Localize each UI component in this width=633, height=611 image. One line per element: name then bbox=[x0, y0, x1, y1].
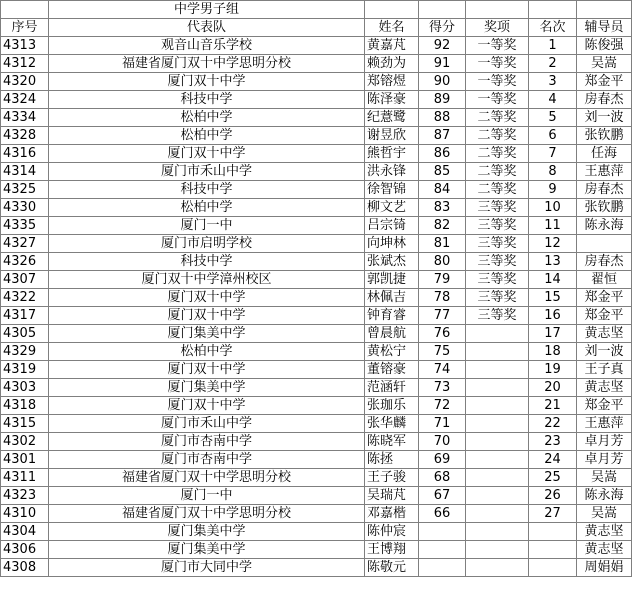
cell-no[interactable]: 4328 bbox=[1, 127, 49, 145]
table-row bbox=[1, 145, 632, 163]
cell-award[interactable]: 一等奖 bbox=[466, 73, 529, 91]
cell-rank[interactable]: 15 bbox=[529, 289, 577, 307]
table-row bbox=[1, 217, 632, 235]
table-row bbox=[1, 343, 632, 361]
cell-no[interactable]: 4325 bbox=[1, 181, 49, 199]
cell-team[interactable]: 厦门双十中学 bbox=[49, 73, 365, 91]
cell-rank[interactable]: 22 bbox=[529, 415, 577, 433]
cell-rank[interactable] bbox=[529, 541, 577, 559]
cell-score[interactable]: 87 bbox=[419, 127, 466, 145]
cell-team[interactable]: 科技中学 bbox=[49, 253, 365, 271]
cell-coach[interactable]: 黄志坚 bbox=[577, 325, 632, 343]
title-row bbox=[1, 1, 632, 19]
header-no[interactable]: 序号 bbox=[1, 19, 49, 37]
cell-coach[interactable]: 黄志坚 bbox=[577, 379, 632, 397]
cell-award[interactable] bbox=[466, 415, 529, 433]
cell-name[interactable]: 赖劲为 bbox=[365, 55, 419, 73]
cell-name[interactable]: 谢昱欣 bbox=[365, 127, 419, 145]
cell-rank[interactable]: 17 bbox=[529, 325, 577, 343]
table-row bbox=[1, 199, 632, 217]
cell-name[interactable]: 陈仲宸 bbox=[365, 523, 419, 541]
cell-name[interactable]: 向坤林 bbox=[365, 235, 419, 253]
cell-rank[interactable]: 6 bbox=[529, 127, 577, 145]
title-blank-cell[interactable] bbox=[466, 1, 529, 19]
cell-no[interactable]: 4326 bbox=[1, 253, 49, 271]
cell-award[interactable]: 三等奖 bbox=[466, 289, 529, 307]
cell-coach[interactable]: 吴嵩 bbox=[577, 469, 632, 487]
cell-coach[interactable]: 吴嵩 bbox=[577, 55, 632, 73]
cell-team[interactable]: 松柏中学 bbox=[49, 109, 365, 127]
cell-score[interactable]: 67 bbox=[419, 487, 466, 505]
cell-team[interactable]: 厦门市禾山中学 bbox=[49, 415, 365, 433]
cell-score[interactable]: 80 bbox=[419, 253, 466, 271]
cell-team[interactable]: 科技中学 bbox=[49, 91, 365, 109]
cell-score[interactable]: 77 bbox=[419, 307, 466, 325]
cell-rank[interactable]: 11 bbox=[529, 217, 577, 235]
cell-no[interactable]: 4318 bbox=[1, 397, 49, 415]
cell-coach[interactable]: 王惠萍 bbox=[577, 415, 632, 433]
cell-no[interactable]: 4308 bbox=[1, 559, 49, 577]
cell-score[interactable]: 82 bbox=[419, 217, 466, 235]
header-row bbox=[1, 19, 632, 37]
cell-no[interactable]: 4316 bbox=[1, 145, 49, 163]
title-blank-cell[interactable] bbox=[365, 1, 419, 19]
cell-coach[interactable]: 王惠萍 bbox=[577, 163, 632, 181]
cell-name[interactable]: 董镕豪 bbox=[365, 361, 419, 379]
header-score[interactable]: 得分 bbox=[419, 19, 466, 37]
cell-award[interactable]: 三等奖 bbox=[466, 271, 529, 289]
cell-score[interactable] bbox=[419, 541, 466, 559]
cell-no[interactable]: 4307 bbox=[1, 271, 49, 289]
table-row bbox=[1, 379, 632, 397]
cell-award[interactable]: 三等奖 bbox=[466, 235, 529, 253]
cell-no[interactable]: 4312 bbox=[1, 55, 49, 73]
cell-award[interactable]: 三等奖 bbox=[466, 253, 529, 271]
cell-team[interactable]: 厦门集美中学 bbox=[49, 541, 365, 559]
cell-team[interactable]: 厦门市启明学校 bbox=[49, 235, 365, 253]
table-row bbox=[1, 487, 632, 505]
cell-name[interactable]: 郭凯捷 bbox=[365, 271, 419, 289]
cell-name[interactable]: 陈拯 bbox=[365, 451, 419, 469]
table-row bbox=[1, 181, 632, 199]
cell-score[interactable]: 92 bbox=[419, 37, 466, 55]
cell-rank[interactable]: 12 bbox=[529, 235, 577, 253]
table-row bbox=[1, 541, 632, 559]
cell-team[interactable]: 厦门市大同中学 bbox=[49, 559, 365, 577]
cell-name[interactable]: 徐智锦 bbox=[365, 181, 419, 199]
cell-award[interactable] bbox=[466, 361, 529, 379]
table-row bbox=[1, 505, 632, 523]
cell-name[interactable]: 范涵轩 bbox=[365, 379, 419, 397]
table-row bbox=[1, 433, 632, 451]
cell-no[interactable]: 4320 bbox=[1, 73, 49, 91]
cell-score[interactable]: 85 bbox=[419, 163, 466, 181]
cell-rank[interactable]: 10 bbox=[529, 199, 577, 217]
cell-name[interactable]: 吴瑞芃 bbox=[365, 487, 419, 505]
cell-team[interactable]: 厦门市杏南中学 bbox=[49, 433, 365, 451]
cell-rank[interactable]: 9 bbox=[529, 181, 577, 199]
cell-score[interactable]: 68 bbox=[419, 469, 466, 487]
cell-coach[interactable]: 刘一波 bbox=[577, 109, 632, 127]
cell-coach[interactable]: 吴嵩 bbox=[577, 505, 632, 523]
title-blank-cell[interactable] bbox=[1, 1, 49, 19]
cell-coach[interactable]: 刘一波 bbox=[577, 343, 632, 361]
cell-score[interactable]: 78 bbox=[419, 289, 466, 307]
cell-coach[interactable]: 房春杰 bbox=[577, 91, 632, 109]
cell-name[interactable]: 林佩吉 bbox=[365, 289, 419, 307]
cell-award[interactable] bbox=[466, 325, 529, 343]
cell-name[interactable]: 陈泽豪 bbox=[365, 91, 419, 109]
cell-team[interactable]: 厦门一中 bbox=[49, 487, 365, 505]
cell-score[interactable] bbox=[419, 559, 466, 577]
cell-rank[interactable]: 18 bbox=[529, 343, 577, 361]
header-name[interactable]: 姓名 bbox=[365, 19, 419, 37]
cell-no[interactable]: 4319 bbox=[1, 361, 49, 379]
table-row bbox=[1, 127, 632, 145]
header-rank[interactable]: 名次 bbox=[529, 19, 577, 37]
cell-award[interactable] bbox=[466, 559, 529, 577]
cell-rank[interactable] bbox=[529, 523, 577, 541]
cell-coach[interactable]: 翟恒 bbox=[577, 271, 632, 289]
table-row bbox=[1, 55, 632, 73]
cell-score[interactable]: 76 bbox=[419, 325, 466, 343]
cell-score[interactable]: 89 bbox=[419, 91, 466, 109]
cell-coach[interactable]: 任海 bbox=[577, 145, 632, 163]
cell-rank[interactable]: 26 bbox=[529, 487, 577, 505]
header-coach[interactable]: 辅导员 bbox=[577, 19, 632, 37]
cell-coach[interactable]: 张钦鹏 bbox=[577, 127, 632, 145]
table-row bbox=[1, 289, 632, 307]
cell-no[interactable]: 4334 bbox=[1, 109, 49, 127]
cell-award[interactable]: 二等奖 bbox=[466, 145, 529, 163]
cell-award[interactable]: 一等奖 bbox=[466, 91, 529, 109]
cell-coach[interactable]: 王子真 bbox=[577, 361, 632, 379]
cell-team[interactable]: 厦门市杏南中学 bbox=[49, 451, 365, 469]
cell-award[interactable]: 一等奖 bbox=[466, 37, 529, 55]
cell-award[interactable]: 二等奖 bbox=[466, 163, 529, 181]
cell-rank[interactable]: 14 bbox=[529, 271, 577, 289]
table-row bbox=[1, 307, 632, 325]
cell-award[interactable]: 二等奖 bbox=[466, 127, 529, 145]
cell-name[interactable]: 陈晓军 bbox=[365, 433, 419, 451]
cell-coach[interactable]: 陈永海 bbox=[577, 487, 632, 505]
cell-name[interactable]: 王子骏 bbox=[365, 469, 419, 487]
sheet-title[interactable]: 中学男子组 bbox=[49, 1, 365, 19]
cell-name[interactable]: 张华麟 bbox=[365, 415, 419, 433]
cell-coach[interactable] bbox=[577, 235, 632, 253]
cell-coach[interactable]: 周娟娟 bbox=[577, 559, 632, 577]
cell-no[interactable]: 4335 bbox=[1, 217, 49, 235]
cell-name[interactable]: 王博翔 bbox=[365, 541, 419, 559]
cell-rank[interactable]: 5 bbox=[529, 109, 577, 127]
cell-no[interactable]: 4306 bbox=[1, 541, 49, 559]
cell-rank[interactable]: 25 bbox=[529, 469, 577, 487]
cell-rank[interactable]: 4 bbox=[529, 91, 577, 109]
cell-coach[interactable]: 黄志坚 bbox=[577, 523, 632, 541]
table-row bbox=[1, 469, 632, 487]
title-blank-cell[interactable] bbox=[577, 1, 632, 19]
cell-score[interactable]: 91 bbox=[419, 55, 466, 73]
table-row bbox=[1, 451, 632, 469]
cell-name[interactable]: 曾晨航 bbox=[365, 325, 419, 343]
cell-score[interactable]: 73 bbox=[419, 379, 466, 397]
cell-team[interactable]: 厦门集美中学 bbox=[49, 379, 365, 397]
table-row bbox=[1, 325, 632, 343]
cell-award[interactable] bbox=[466, 397, 529, 415]
cell-no[interactable]: 4311 bbox=[1, 469, 49, 487]
table-row bbox=[1, 559, 632, 577]
cell-award[interactable]: 三等奖 bbox=[466, 199, 529, 217]
cell-award[interactable] bbox=[466, 487, 529, 505]
cell-no[interactable]: 4329 bbox=[1, 343, 49, 361]
cell-no[interactable]: 4305 bbox=[1, 325, 49, 343]
cell-team[interactable]: 观音山音乐学校 bbox=[49, 37, 365, 55]
cell-coach[interactable]: 房春杰 bbox=[577, 181, 632, 199]
cell-rank[interactable]: 2 bbox=[529, 55, 577, 73]
cell-award[interactable] bbox=[466, 523, 529, 541]
cell-name[interactable]: 洪永锋 bbox=[365, 163, 419, 181]
cell-rank[interactable]: 13 bbox=[529, 253, 577, 271]
cell-coach[interactable]: 郑金平 bbox=[577, 307, 632, 325]
table-row bbox=[1, 73, 632, 91]
cell-rank[interactable]: 3 bbox=[529, 73, 577, 91]
cell-rank[interactable]: 16 bbox=[529, 307, 577, 325]
table-row bbox=[1, 235, 632, 253]
title-blank-cell[interactable] bbox=[529, 1, 577, 19]
cell-name[interactable]: 郑镕煜 bbox=[365, 73, 419, 91]
cell-score[interactable]: 75 bbox=[419, 343, 466, 361]
cell-team[interactable]: 厦门集美中学 bbox=[49, 325, 365, 343]
cell-rank[interactable]: 27 bbox=[529, 505, 577, 523]
cell-no[interactable]: 4302 bbox=[1, 433, 49, 451]
cell-award[interactable] bbox=[466, 379, 529, 397]
cell-team[interactable]: 厦门一中 bbox=[49, 217, 365, 235]
cell-no[interactable]: 4310 bbox=[1, 505, 49, 523]
table-row bbox=[1, 415, 632, 433]
cell-score[interactable]: 90 bbox=[419, 73, 466, 91]
cell-team[interactable]: 厦门双十中学 bbox=[49, 289, 365, 307]
cell-rank[interactable]: 20 bbox=[529, 379, 577, 397]
cell-score[interactable]: 71 bbox=[419, 415, 466, 433]
cell-name[interactable]: 张斌杰 bbox=[365, 253, 419, 271]
table-row bbox=[1, 163, 632, 181]
cell-name[interactable]: 纪薏鹭 bbox=[365, 109, 419, 127]
cell-rank[interactable]: 21 bbox=[529, 397, 577, 415]
title-blank-cell[interactable] bbox=[419, 1, 466, 19]
cell-team[interactable]: 厦门双十中学漳州校区 bbox=[49, 271, 365, 289]
cell-name[interactable]: 陈敬元 bbox=[365, 559, 419, 577]
cell-team[interactable]: 厦门市禾山中学 bbox=[49, 163, 365, 181]
cell-coach[interactable]: 卓月芳 bbox=[577, 451, 632, 469]
cell-no[interactable]: 4304 bbox=[1, 523, 49, 541]
cell-name[interactable]: 邓嘉楷 bbox=[365, 505, 419, 523]
cell-award[interactable] bbox=[466, 451, 529, 469]
table-row bbox=[1, 37, 632, 55]
cell-name[interactable]: 钟育睿 bbox=[365, 307, 419, 325]
cell-rank[interactable] bbox=[529, 559, 577, 577]
table-row bbox=[1, 271, 632, 289]
cell-award[interactable]: 三等奖 bbox=[466, 217, 529, 235]
cell-team[interactable]: 福建省厦门双十中学思明分校 bbox=[49, 469, 365, 487]
cell-no[interactable]: 4317 bbox=[1, 307, 49, 325]
cell-score[interactable]: 84 bbox=[419, 181, 466, 199]
cell-award[interactable]: 二等奖 bbox=[466, 181, 529, 199]
cell-award[interactable] bbox=[466, 433, 529, 451]
cell-no[interactable]: 4322 bbox=[1, 289, 49, 307]
cell-team[interactable]: 松柏中学 bbox=[49, 343, 365, 361]
table-row bbox=[1, 109, 632, 127]
cell-no[interactable]: 4327 bbox=[1, 235, 49, 253]
cell-team[interactable]: 福建省厦门双十中学思明分校 bbox=[49, 505, 365, 523]
cell-name[interactable]: 柳文艺 bbox=[365, 199, 419, 217]
cell-team[interactable]: 福建省厦门双十中学思明分校 bbox=[49, 55, 365, 73]
cell-team[interactable]: 厦门双十中学 bbox=[49, 361, 365, 379]
table-row bbox=[1, 91, 632, 109]
cell-coach[interactable]: 张钦鹏 bbox=[577, 199, 632, 217]
cell-award[interactable]: 二等奖 bbox=[466, 109, 529, 127]
cell-team[interactable]: 厦门双十中学 bbox=[49, 145, 365, 163]
table-row bbox=[1, 523, 632, 541]
cell-score[interactable]: 74 bbox=[419, 361, 466, 379]
cell-rank[interactable]: 7 bbox=[529, 145, 577, 163]
cell-coach[interactable]: 郑金平 bbox=[577, 73, 632, 91]
cell-award[interactable]: 一等奖 bbox=[466, 55, 529, 73]
header-award[interactable]: 奖项 bbox=[466, 19, 529, 37]
cell-no[interactable]: 4315 bbox=[1, 415, 49, 433]
cell-score[interactable]: 70 bbox=[419, 433, 466, 451]
cell-coach[interactable]: 卓月芳 bbox=[577, 433, 632, 451]
cell-score[interactable]: 66 bbox=[419, 505, 466, 523]
cell-team[interactable]: 科技中学 bbox=[49, 181, 365, 199]
table-row bbox=[1, 361, 632, 379]
cell-coach[interactable]: 陈永海 bbox=[577, 217, 632, 235]
table-row bbox=[1, 397, 632, 415]
cell-award[interactable]: 三等奖 bbox=[466, 307, 529, 325]
cell-award[interactable] bbox=[466, 343, 529, 361]
table-row bbox=[1, 253, 632, 271]
cell-no[interactable]: 4324 bbox=[1, 91, 49, 109]
cell-score[interactable]: 83 bbox=[419, 199, 466, 217]
cell-name[interactable]: 熊哲宇 bbox=[365, 145, 419, 163]
cell-no[interactable]: 4303 bbox=[1, 379, 49, 397]
cell-team[interactable]: 松柏中学 bbox=[49, 199, 365, 217]
cell-rank[interactable]: 23 bbox=[529, 433, 577, 451]
cell-rank[interactable]: 8 bbox=[529, 163, 577, 181]
cell-name[interactable]: 吕宗锜 bbox=[365, 217, 419, 235]
cell-score[interactable]: 79 bbox=[419, 271, 466, 289]
cell-score[interactable] bbox=[419, 523, 466, 541]
cell-score[interactable]: 72 bbox=[419, 397, 466, 415]
cell-rank[interactable]: 1 bbox=[529, 37, 577, 55]
cell-award[interactable] bbox=[466, 541, 529, 559]
cell-no[interactable]: 4301 bbox=[1, 451, 49, 469]
cell-team[interactable]: 厦门双十中学 bbox=[49, 397, 365, 415]
header-team[interactable]: 代表队 bbox=[49, 19, 365, 37]
cell-name[interactable]: 黄松宁 bbox=[365, 343, 419, 361]
cell-coach[interactable]: 郑金平 bbox=[577, 289, 632, 307]
cell-award[interactable] bbox=[466, 505, 529, 523]
cell-rank[interactable]: 19 bbox=[529, 361, 577, 379]
cell-award[interactable] bbox=[466, 469, 529, 487]
cell-score[interactable]: 69 bbox=[419, 451, 466, 469]
cell-team[interactable]: 厦门双十中学 bbox=[49, 307, 365, 325]
cell-team[interactable]: 松柏中学 bbox=[49, 127, 365, 145]
cell-no[interactable]: 4313 bbox=[1, 37, 49, 55]
cell-score[interactable]: 81 bbox=[419, 235, 466, 253]
cell-name[interactable]: 黄嘉芃 bbox=[365, 37, 419, 55]
cell-coach[interactable]: 黄志坚 bbox=[577, 541, 632, 559]
cell-coach[interactable]: 陈俊强 bbox=[577, 37, 632, 55]
cell-score[interactable]: 88 bbox=[419, 109, 466, 127]
cell-no[interactable]: 4323 bbox=[1, 487, 49, 505]
cell-team[interactable]: 厦门集美中学 bbox=[49, 523, 365, 541]
cell-rank[interactable]: 24 bbox=[529, 451, 577, 469]
cell-no[interactable]: 4330 bbox=[1, 199, 49, 217]
cell-coach[interactable]: 房春杰 bbox=[577, 253, 632, 271]
cell-no[interactable]: 4314 bbox=[1, 163, 49, 181]
cell-coach[interactable]: 郑金平 bbox=[577, 397, 632, 415]
cell-name[interactable]: 张珈乐 bbox=[365, 397, 419, 415]
cell-score[interactable]: 86 bbox=[419, 145, 466, 163]
